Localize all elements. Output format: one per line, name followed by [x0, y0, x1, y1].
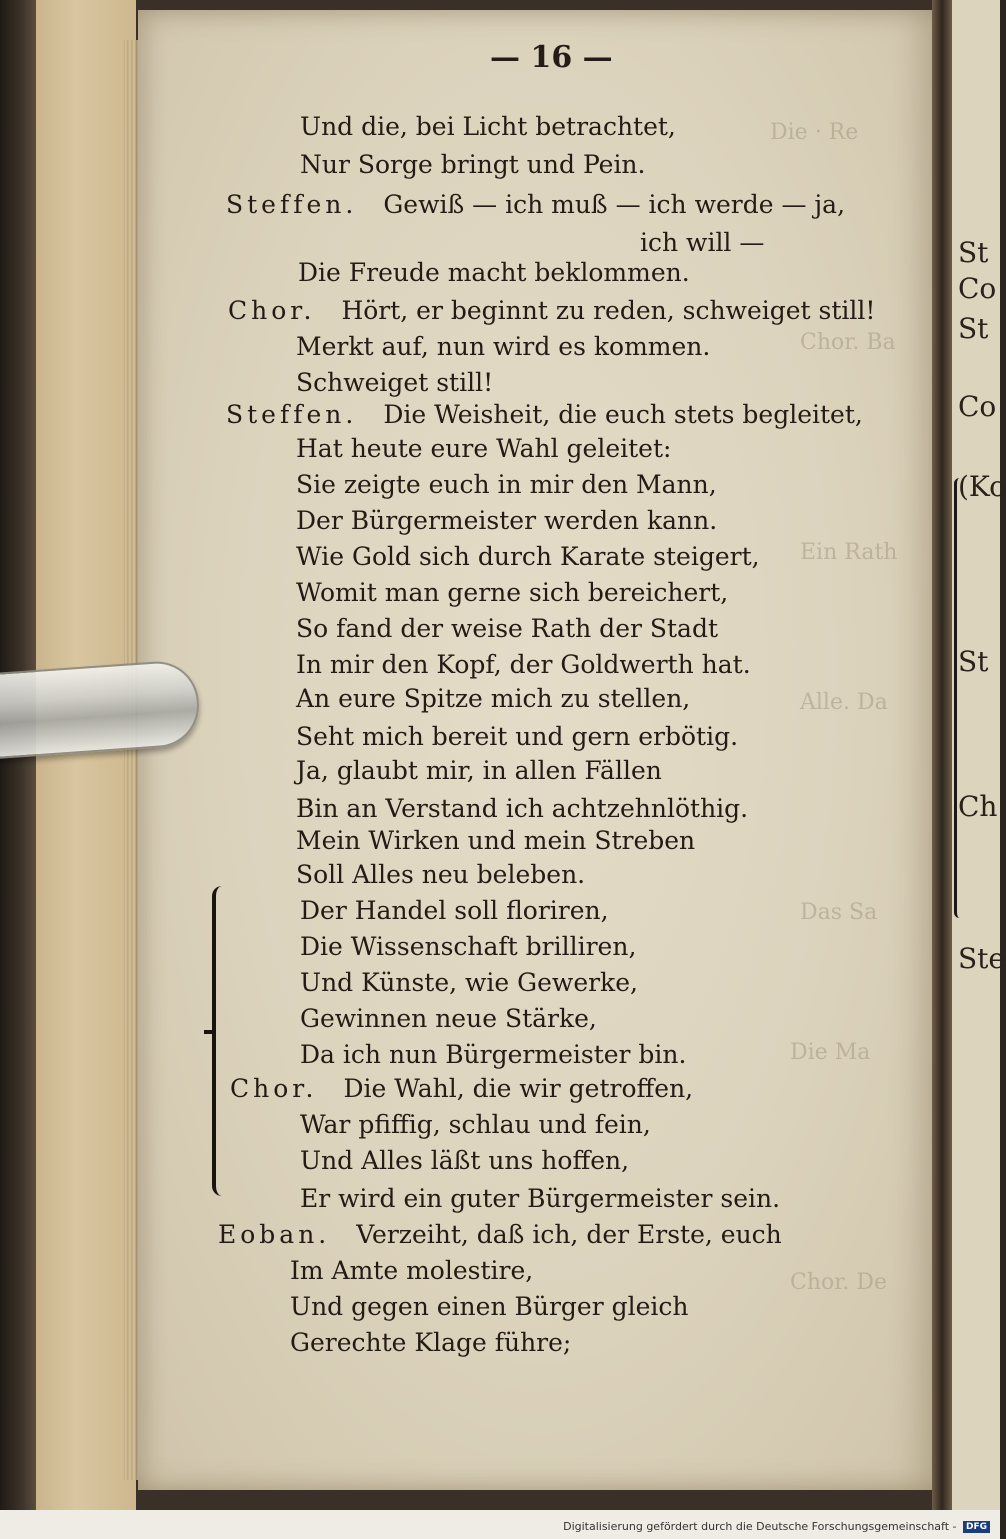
- verse-text: Soll Alles neu beleben.: [296, 860, 586, 889]
- verse-text: Ja, glaubt mir, in allen Fällen: [296, 756, 662, 785]
- facing-page-fragment: [952, 0, 1006, 1539]
- verse-text: In mir den Kopf, der Goldwerth hat.: [296, 650, 751, 679]
- text-line: [290, 1328, 571, 1357]
- verse-brace-tip: [204, 1030, 214, 1034]
- funding-credit: [563, 1520, 990, 1533]
- text-line: [300, 1040, 686, 1069]
- show-through-text: Ein Rath: [800, 540, 898, 565]
- verse-text: Nur Sorge bringt und Pein.: [300, 150, 646, 179]
- book-cover-edge: [0, 0, 36, 1539]
- text-line: [226, 190, 845, 219]
- verse-brace: [212, 886, 228, 1196]
- verse-text: Die Wahl, die wir getroffen,: [343, 1074, 694, 1103]
- text-line: [296, 860, 585, 889]
- text-line: [300, 968, 638, 997]
- facing-page-text: (Ko: [958, 470, 1006, 503]
- speaker-name: Steffen.: [226, 190, 358, 219]
- verse-text: Schweiget still!: [296, 368, 494, 397]
- verse-text: Womit man gerne sich bereichert,: [296, 578, 729, 607]
- show-through-text: Alle. Da: [800, 690, 888, 715]
- text-line: [300, 112, 676, 141]
- verse-text: Gewiß — ich muß — ich werde — ja,: [383, 190, 846, 219]
- text-line: [296, 722, 738, 751]
- page-edge-lines: [124, 40, 138, 1480]
- text-line: [296, 756, 662, 785]
- facing-page-text: St: [958, 312, 989, 345]
- speaker-name: Steffen.: [226, 400, 358, 429]
- text-line: [300, 1184, 780, 1213]
- verse-text: Hört, er beginnt zu reden, schweiget still!: [341, 296, 876, 325]
- text-line: [300, 1004, 597, 1033]
- verse-text: Die Wissenschaft brilliren,: [300, 932, 637, 961]
- text-line: [296, 826, 695, 855]
- verse-text: Und die, bei Licht betrachtet,: [300, 112, 676, 141]
- verse-text: Gerechte Klage führe;: [290, 1328, 572, 1357]
- facing-page-text: Co: [958, 390, 997, 423]
- facing-page-brace: [954, 478, 965, 918]
- facing-page-text: St: [958, 236, 989, 269]
- speaker-name: Chor.: [228, 296, 316, 325]
- verse-text: War pfiffig, schlau und fein,: [300, 1110, 651, 1139]
- verse-text: Mein Wirken und mein Streben: [296, 826, 696, 855]
- speaker-name: Eoban.: [218, 1220, 331, 1249]
- text-line: [296, 578, 728, 607]
- verse-text: Seht mich bereit und gern erbötig.: [296, 722, 739, 751]
- verse-text: Wie Gold sich durch Karate steigert,: [296, 542, 760, 571]
- text-line: [290, 1292, 689, 1321]
- verse-text: Der Bürgermeister werden kann.: [296, 506, 718, 535]
- verse-text: Verzeiht, daß ich, der Erste, euch: [356, 1220, 782, 1249]
- show-through-text: Die Ma: [790, 1040, 871, 1065]
- show-through-text: Chor. De: [790, 1270, 887, 1295]
- text-line: [296, 470, 717, 499]
- credit-text: Digitalisierung gefördert durch die Deutsche Forschungsgemeinschaft -: [563, 1520, 957, 1533]
- text-line: [298, 258, 690, 287]
- book-gutter: [932, 0, 952, 1539]
- text-line: [300, 896, 609, 925]
- text-line: [296, 368, 493, 397]
- text-line: [296, 332, 710, 361]
- verse-text: ich will —: [640, 228, 765, 257]
- page-edge-stack: [36, 0, 136, 1539]
- verse-text: Bin an Verstand ich achtzehnlöthig.: [296, 794, 749, 823]
- verse-text: Und gegen einen Bürger gleich: [290, 1292, 689, 1321]
- text-line: [296, 434, 671, 463]
- verse-text: Hat heute eure Wahl geleitet:: [296, 434, 672, 463]
- facing-page-text: Ste: [958, 942, 1006, 975]
- text-line: [296, 684, 690, 713]
- text-line: [300, 1110, 651, 1139]
- verse-text: Der Handel soll floriren,: [300, 896, 609, 925]
- text-line: [296, 542, 760, 571]
- text-line: [296, 650, 751, 679]
- verse-text: Die Freude macht beklommen.: [298, 258, 690, 287]
- show-through-text: Chor. Ba: [800, 330, 896, 355]
- verse-text: Gewinnen neue Stärke,: [300, 1004, 597, 1033]
- verse-text: Die Weisheit, die euch stets begleitet,: [383, 400, 863, 429]
- facing-page-text: Co: [958, 272, 997, 305]
- show-through-text: Die · Re: [770, 120, 859, 145]
- text-line: [300, 932, 636, 961]
- text-line: [228, 296, 875, 325]
- verse-text: Und Alles läßt uns hoffen,: [300, 1146, 630, 1175]
- dfg-logo-badge: DFG: [963, 1521, 990, 1533]
- text-line: [296, 614, 718, 643]
- text-line: [218, 1220, 782, 1249]
- text-line: [226, 400, 863, 429]
- text-line: [300, 1146, 629, 1175]
- verse-text: Merkt auf, nun wird es kommen.: [296, 332, 711, 361]
- text-line: [290, 1256, 533, 1285]
- speaker-name: Chor.: [230, 1074, 318, 1103]
- show-through-text: Das Sa: [800, 900, 878, 925]
- facing-page-text: Ch: [958, 790, 998, 823]
- verse-text: Im Amte molestire,: [290, 1256, 534, 1285]
- verse-text: An eure Spitze mich zu stellen,: [296, 684, 691, 713]
- text-line: [296, 794, 748, 823]
- facing-page-text: St: [958, 645, 989, 678]
- page-clip: [0, 659, 202, 759]
- text-line: [230, 1074, 693, 1103]
- text-line: [300, 150, 645, 179]
- page-number: — 16 —: [490, 40, 613, 75]
- verse-text: Da ich nun Bürgermeister bin.: [300, 1040, 687, 1069]
- text-line: [640, 228, 764, 257]
- verse-text: So fand der weise Rath der Stadt: [296, 614, 719, 643]
- verse-text: Er wird ein guter Bürgermeister sein.: [300, 1184, 781, 1213]
- verse-text: Und Künste, wie Gewerke,: [300, 968, 638, 997]
- verse-text: Sie zeigte euch in mir den Mann,: [296, 470, 717, 499]
- text-line: [296, 506, 717, 535]
